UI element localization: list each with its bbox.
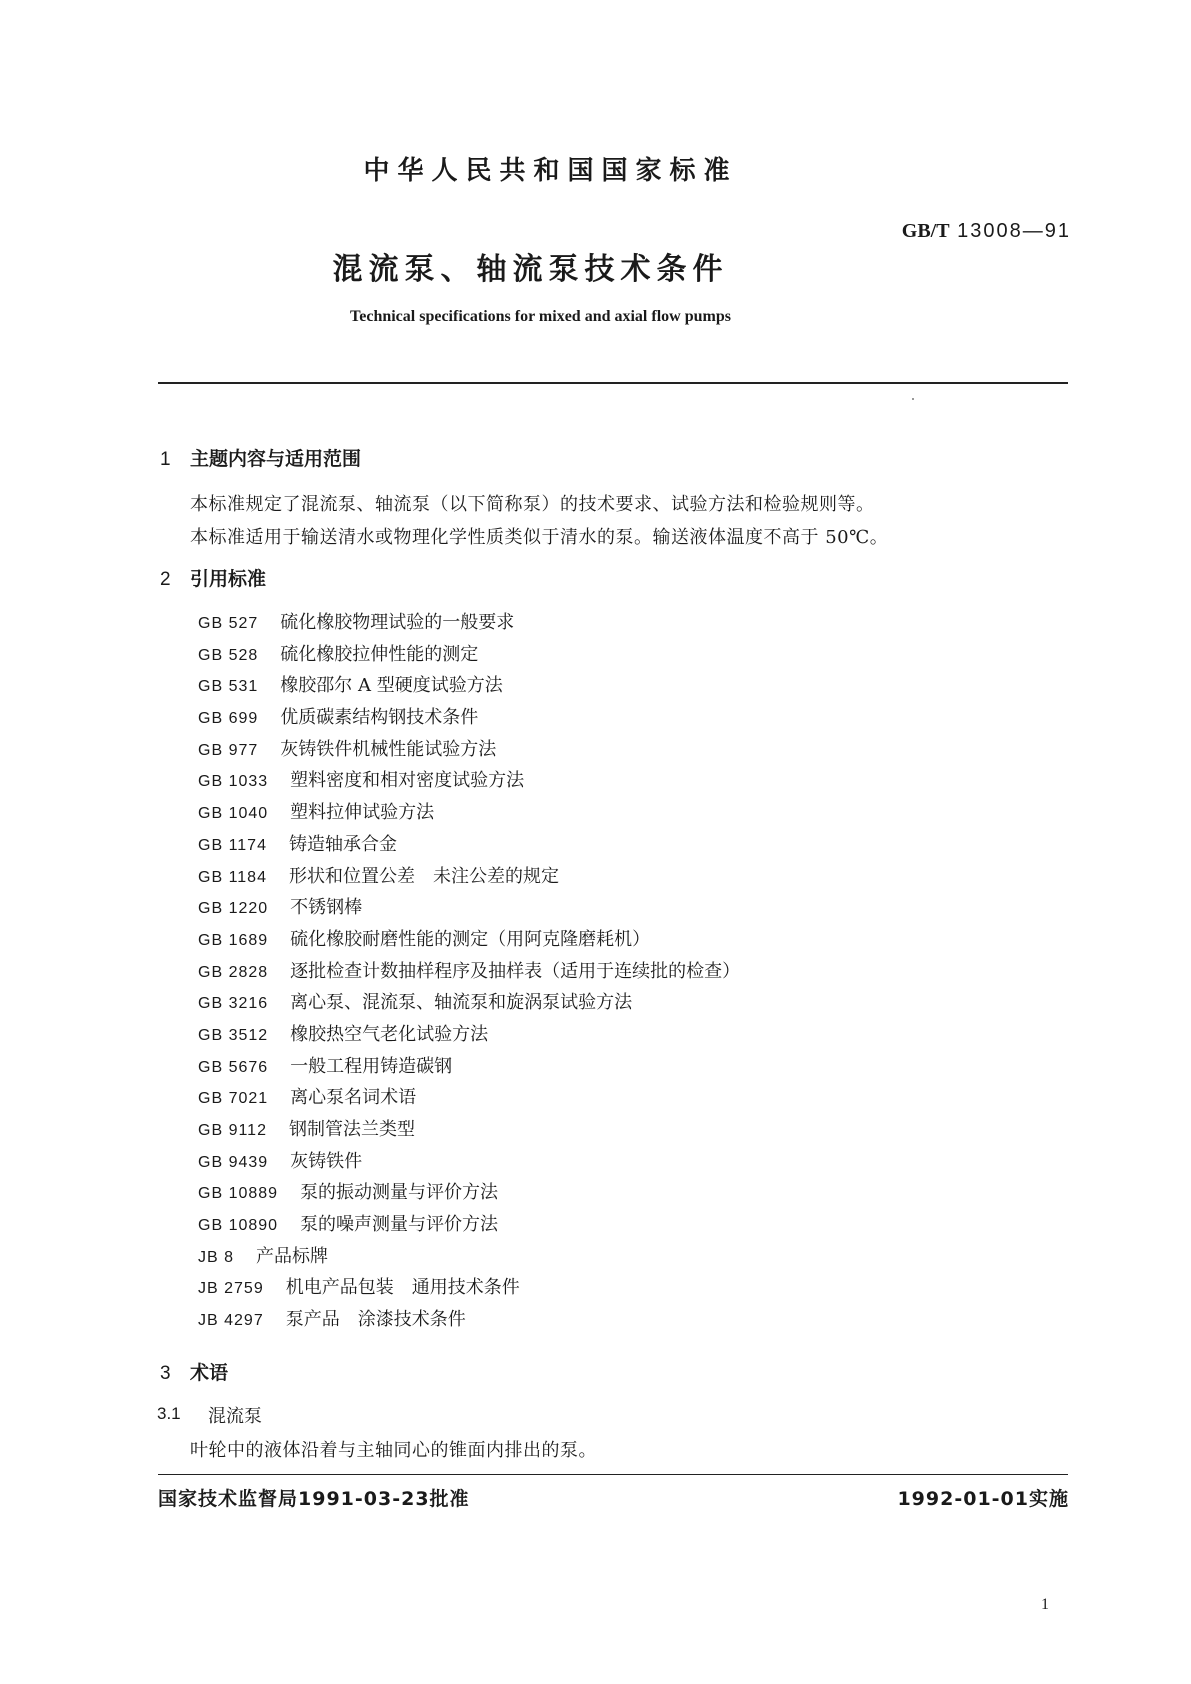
section-title: 术语 bbox=[190, 1362, 229, 1384]
reference-code: GB 1689 bbox=[198, 931, 269, 949]
reference-code: JB 8 bbox=[198, 1248, 235, 1266]
reference-item bbox=[198, 1272, 740, 1304]
reference-code: GB 527 bbox=[198, 615, 259, 632]
reference-item bbox=[198, 1177, 740, 1209]
reference-item bbox=[198, 607, 740, 639]
reference-title: 产品标牌 bbox=[256, 1245, 329, 1267]
document-title: 混流泵、轴流泵技术条件 bbox=[332, 252, 729, 287]
section-title: 引用标准 bbox=[190, 568, 267, 590]
reference-item bbox=[198, 1304, 740, 1336]
reference-title: 泵的噪声测量与评价方法 bbox=[300, 1214, 499, 1236]
reference-title: 橡胶邵尔 A 型硬度试验方法 bbox=[280, 675, 503, 697]
reference-code: GB 3216 bbox=[198, 995, 269, 1013]
reference-item bbox=[198, 987, 740, 1019]
reference-title: 逐批检查计数抽样程序及抽样表（适用于连续批的检查） bbox=[290, 960, 741, 982]
reference-title: 离心泵、混流泵、轴流泵和旋涡泵试验方法 bbox=[290, 992, 633, 1014]
reference-code: GB 531 bbox=[198, 678, 259, 696]
reference-title: 形状和位置公差 未注公差的规定 bbox=[288, 865, 559, 887]
reference-item bbox=[198, 639, 740, 671]
term-number: 3.1 bbox=[157, 1404, 181, 1423]
reference-item bbox=[198, 765, 740, 797]
reference-title: 塑料拉伸试验方法 bbox=[290, 802, 435, 824]
reference-code: GB 5676 bbox=[198, 1058, 269, 1076]
section-2-heading bbox=[160, 564, 266, 591]
effective-date: 1992-01-01实施 bbox=[897, 1488, 1069, 1510]
reference-code: GB 2828 bbox=[198, 963, 269, 981]
standard-prefix: GB/T bbox=[901, 220, 950, 242]
section-1-heading bbox=[160, 444, 361, 471]
national-standard-title: 中华人民共和国国家标准 bbox=[363, 156, 738, 186]
reference-code: GB 1040 bbox=[198, 805, 269, 823]
reference-item bbox=[198, 892, 740, 924]
reference-item bbox=[198, 1146, 740, 1178]
reference-code: GB 1033 bbox=[198, 773, 269, 791]
reference-title: 离心泵名词术语 bbox=[290, 1087, 417, 1109]
reference-code: JB 4297 bbox=[198, 1312, 264, 1330]
section-number: 3 bbox=[160, 1363, 171, 1384]
reference-title: 灰铸铁件机械性能试验方法 bbox=[280, 738, 497, 760]
reference-code: GB 10890 bbox=[198, 1217, 279, 1235]
reference-code: GB 3512 bbox=[198, 1026, 269, 1044]
reference-item bbox=[198, 1241, 740, 1273]
reference-item bbox=[198, 670, 740, 702]
reference-list bbox=[198, 607, 740, 1336]
reference-item bbox=[198, 1209, 740, 1241]
approval-date: 国家技术监督局1991-03-23批准 bbox=[158, 1488, 470, 1510]
section-1-paragraph-1: 本标准规定了混流泵、轴流泵（以下简称泵）的技术要求、试验方法和检验规则等。 bbox=[190, 494, 875, 515]
reference-item bbox=[198, 1082, 740, 1114]
reference-title: 优质碳素结构钢技术条件 bbox=[280, 707, 479, 729]
reference-title: 不锈钢棒 bbox=[290, 897, 363, 919]
reference-code: GB 9439 bbox=[198, 1153, 269, 1171]
section-title: 主题内容与适用范围 bbox=[190, 448, 362, 470]
reference-code: GB 10889 bbox=[198, 1185, 279, 1203]
reference-code: GB 7021 bbox=[198, 1090, 269, 1108]
reference-item bbox=[198, 861, 740, 893]
reference-code: GB 1220 bbox=[198, 900, 269, 918]
reference-item bbox=[198, 1051, 740, 1083]
reference-code: JB 2759 bbox=[198, 1280, 264, 1298]
reference-item bbox=[198, 1114, 740, 1146]
reference-title: 钢制管法兰类型 bbox=[288, 1119, 415, 1140]
section-1-paragraph-2: 本标准适用于输送清水或物理化学性质类似于清水的泵。输送液体温度不高于 50℃。 bbox=[190, 527, 889, 548]
reference-code: GB 9112 bbox=[198, 1122, 267, 1139]
reference-title: 机电产品包装 通用技术条件 bbox=[285, 1277, 520, 1299]
reference-item bbox=[198, 1019, 740, 1051]
reference-title: 铸造轴承合金 bbox=[288, 833, 397, 855]
section-number: 2 bbox=[160, 569, 171, 590]
reference-title: 橡胶热空气老化试验方法 bbox=[290, 1023, 489, 1045]
reference-item bbox=[198, 829, 740, 861]
section-3-heading bbox=[160, 1358, 228, 1385]
footer-divider bbox=[158, 1474, 1068, 1475]
reference-title: 泵的振动测量与评价方法 bbox=[300, 1182, 499, 1204]
standard-number bbox=[902, 220, 1071, 243]
reference-item bbox=[198, 956, 740, 988]
reference-title: 塑料密度和相对密度试验方法 bbox=[290, 770, 525, 792]
reference-title: 泵产品 涂漆技术条件 bbox=[285, 1309, 466, 1331]
term-definition: 叶轮中的液体沿着与主轴同心的锥面内排出的泵。 bbox=[190, 1440, 597, 1461]
reference-title: 灰铸铁件 bbox=[290, 1150, 363, 1172]
reference-code: GB 699 bbox=[198, 710, 259, 728]
section-number: 1 bbox=[160, 449, 171, 470]
reference-item bbox=[198, 702, 740, 734]
reference-item bbox=[198, 924, 740, 956]
standard-code: 13008—91 bbox=[957, 220, 1071, 242]
header-divider bbox=[158, 382, 1068, 384]
reference-code: GB 1174 bbox=[198, 836, 267, 854]
reference-code: GB 528 bbox=[198, 646, 259, 664]
reference-item bbox=[198, 797, 740, 829]
reference-code: GB 977 bbox=[198, 741, 259, 759]
reference-code: GB 1184 bbox=[198, 868, 267, 886]
term-name: 混流泵 bbox=[208, 1406, 262, 1427]
reference-title: 硫化橡胶拉伸性能的测定 bbox=[280, 643, 479, 665]
scan-speck bbox=[912, 398, 914, 400]
reference-title: 一般工程用铸造碳钢 bbox=[290, 1055, 453, 1077]
page-number: 1 bbox=[1041, 1596, 1049, 1613]
reference-title: 硫化橡胶物理试验的一般要求 bbox=[280, 612, 515, 633]
english-title: Technical specifications for mixed and axial flow pumps bbox=[350, 308, 731, 325]
reference-item bbox=[198, 734, 740, 766]
reference-title: 硫化橡胶耐磨性能的测定（用阿克隆磨耗机） bbox=[290, 928, 651, 950]
